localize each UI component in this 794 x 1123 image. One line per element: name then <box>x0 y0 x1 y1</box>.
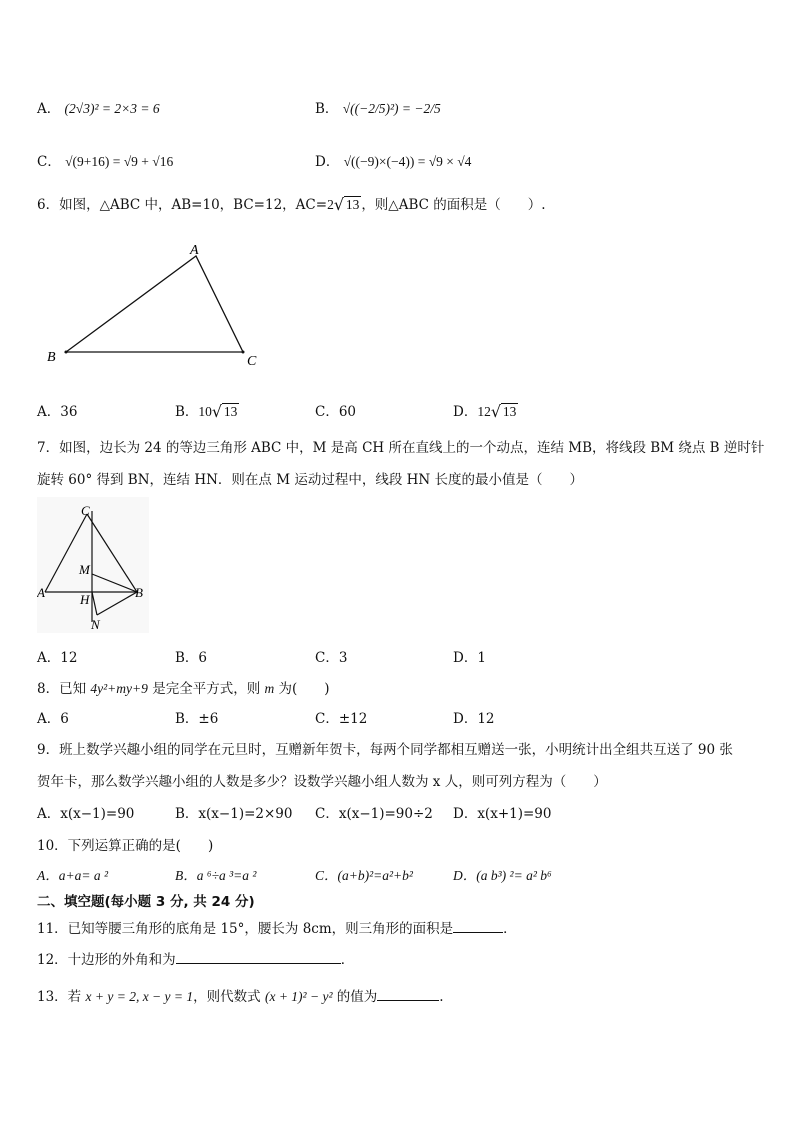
option-label: B． <box>315 101 339 117</box>
vertex-c-dot <box>242 351 245 354</box>
q6-stem-part: 6．如图， <box>37 197 100 213</box>
option-label: B． <box>175 404 199 420</box>
q7-option-a: A．12 <box>37 650 78 666</box>
q12-answer-blank[interactable] <box>176 962 341 964</box>
radical-icon: √ <box>490 402 502 421</box>
q6-stem <box>37 193 546 213</box>
figure-background <box>37 497 149 633</box>
q8-stem-part: 为( ) <box>274 681 330 697</box>
q7-label-a: A <box>37 585 45 600</box>
q11-stem-text: 11．已知等腰三角形的底角是 15°，腰长为 8cm，则三角形的面积是 <box>37 921 454 937</box>
q6-ac-coef: 2 <box>327 197 334 212</box>
q6-label-c: C <box>247 354 257 369</box>
q7-label-m: M <box>79 562 90 577</box>
q8-stem-part: 是完全平方式，则 <box>147 681 265 697</box>
q10-option-a: A．a+a= a ² <box>37 868 109 883</box>
q12-stem-text: 12．十边形的外角和为 <box>37 952 176 968</box>
q7-stem-line1: 7．如图，边长为 24 的等边三角形 ABC 中，M 是高 CH 所在直线上的一个动点，连结 MB，将线段 BM 绕点 B 逆时针 <box>37 440 765 456</box>
q6-option-a: A．36 <box>37 404 78 420</box>
q5-option-a-expr: (2√3)² = 2×3 = 6 <box>64 101 160 116</box>
q10-option-b: B．a ⁶÷a ³=a ² <box>175 868 257 883</box>
q12-end: ． <box>340 952 355 968</box>
q10-stem: 10．下列运算正确的是( ) <box>37 838 214 854</box>
q6-triangle-figure <box>40 238 280 373</box>
q8-var-m: m <box>264 681 275 696</box>
option-label: C． <box>37 154 61 170</box>
q9-option-a: A．x(x−1)=90 <box>37 806 135 822</box>
q9-option-d: D．x(x+1)=90 <box>453 806 552 822</box>
q6-opt-b-radicand: 13 <box>223 404 238 419</box>
option-label: A． <box>37 101 61 117</box>
q8-option-a: A．6 <box>37 711 69 727</box>
q13-stem <box>37 985 444 1005</box>
q5-option-d <box>315 150 471 170</box>
vertex-b-dot <box>65 351 68 354</box>
q7-label-h: H <box>80 592 90 607</box>
q6-label-a: A <box>190 243 199 258</box>
q6-opt-d-radicand: 13 <box>502 404 517 419</box>
q7-figure <box>37 497 149 633</box>
q5-option-b-expr: √((−2/5)²) = −2/5 <box>342 101 441 116</box>
q8-stem <box>37 677 330 697</box>
q13-condition: x + y = 2, x − y = 1 <box>85 989 194 1004</box>
q5-option-b <box>315 97 441 117</box>
q6-stem-part: ，则△ABC 的面积是（ ）. <box>361 197 546 213</box>
q6-opt-d-coef: 12 <box>477 404 491 419</box>
q6-triangle-abc <box>66 256 243 352</box>
q11-answer-blank[interactable] <box>453 931 503 933</box>
option-label: D． <box>453 404 478 420</box>
q10-option-d: D．(a b³) ²= a² b⁶ <box>453 868 552 883</box>
q8-option-b: B．±6 <box>175 711 219 727</box>
q5-option-c <box>37 150 173 170</box>
q6-opt-d-sqrt <box>491 403 519 420</box>
q9-option-b: B．x(x−1)=2×90 <box>175 806 293 822</box>
q6-option-d <box>453 400 518 420</box>
q13-expression: (x + 1)² − y² <box>264 989 333 1004</box>
q7-option-d: D．1 <box>453 650 486 666</box>
q7-stem-line2: 旋转 60° 得到 BN，连结 HN．则在点 M 运动过程中，线段 HN 长度的最小值是（ ） <box>37 472 583 488</box>
q11-end: ． <box>503 921 517 937</box>
q9-stem-line2: 贺年卡，那么数学兴趣小组的人数是多少？设数学兴趣小组人数为 x 人，则可列方程为（ ） <box>37 774 607 790</box>
q5-option-c-expr: √(9+16) = √9 + √16 <box>65 154 174 169</box>
q8-option-c: C．±12 <box>315 711 368 727</box>
q13-stem-part: 的值为 <box>332 989 378 1005</box>
radical-icon: √ <box>211 402 223 421</box>
radical-icon: √ <box>333 195 345 214</box>
q6-ac-radicand: 13 <box>345 197 360 212</box>
q13-answer-blank[interactable] <box>377 999 439 1001</box>
q8-option-d: D．12 <box>453 711 495 727</box>
q7-label-b: B <box>135 585 143 600</box>
q7-label-n: N <box>91 617 100 632</box>
q6-ac-sqrt <box>334 196 362 213</box>
q9-stem-line1: 9．班上数学兴趣小组的同学在元旦时，互赠新年贺卡，每两个同学都相互赠送一张，小明统计出全组共互送了 90 张 <box>37 742 733 758</box>
q13-stem-part: ，则代数式 <box>193 989 265 1005</box>
q6-opt-b-sqrt <box>212 403 240 420</box>
q11-stem <box>37 917 517 937</box>
q6-label-b: B <box>47 350 56 365</box>
q6-stem-part: △ABC 中，AB=10，BC=12，AC= <box>99 197 328 213</box>
q8-stem-part: 8．已知 <box>37 681 91 697</box>
q13-end: . <box>439 989 444 1005</box>
q7-option-b: B．6 <box>175 650 208 666</box>
q6-option-c: C．60 <box>315 404 357 420</box>
q7-label-c: C <box>81 503 90 518</box>
q5-option-d-expr: √((−9)×(−4)) = √9 × √4 <box>343 154 472 169</box>
q6-option-b <box>175 400 239 420</box>
q13-stem-part: 13．若 <box>37 989 86 1005</box>
q6-opt-b-coef: 10 <box>198 404 212 419</box>
option-label: D． <box>315 154 340 170</box>
q5-option-a <box>37 97 160 117</box>
q8-expr: 4y²+my+9 <box>90 681 148 696</box>
q12-stem <box>37 948 354 968</box>
q10-option-c: C．(a+b)²=a²+b² <box>315 868 413 883</box>
section-title-fill-in: 二、填空题(每小题 3 分, 共 24 分) <box>37 894 255 910</box>
q7-option-c: C．3 <box>315 650 348 666</box>
q9-option-c: C．x(x−1)=90÷2 <box>315 806 433 822</box>
